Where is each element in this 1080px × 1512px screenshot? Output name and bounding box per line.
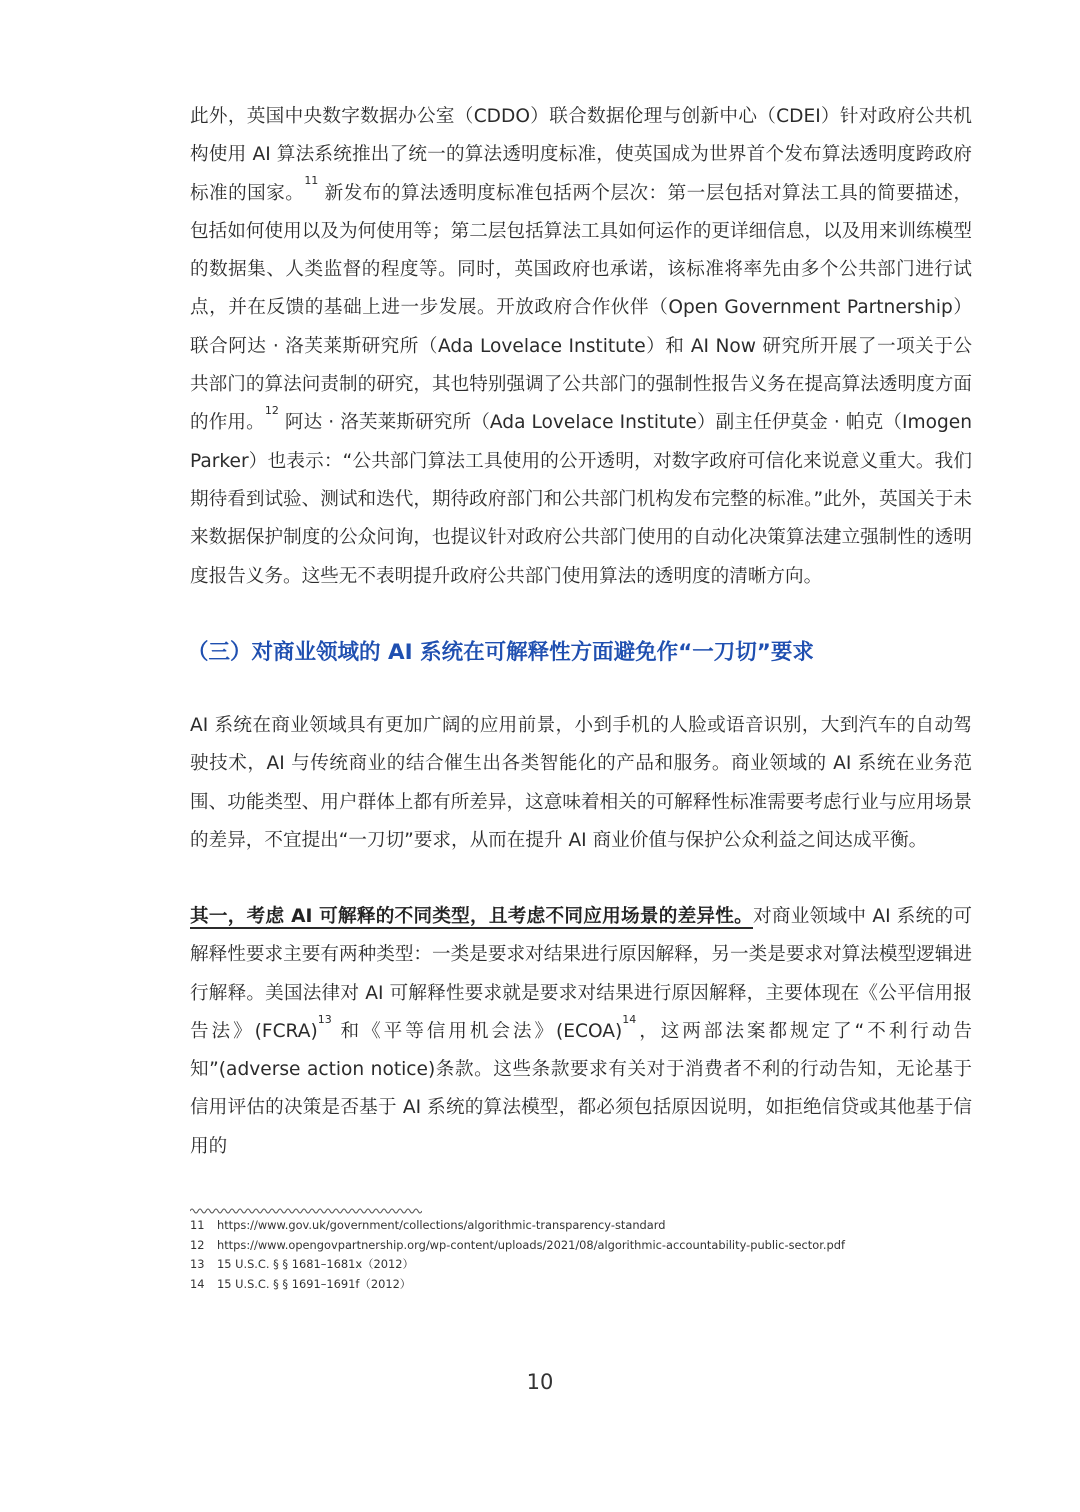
footnotes (190, 1216, 980, 1294)
footnote-ref-11[interactable]: 11 (304, 174, 319, 188)
footnote-number: 13 (190, 1257, 205, 1272)
footnote-number: 14 (190, 1276, 205, 1291)
footnote-number: 11 (190, 1218, 205, 1232)
paragraph-text: 阿达 · 洛芙莱斯研究所（Ada Lovelace Institute）副主任伊莫金 · 帕克（Imogen Parker）也表示：“公共部门算法工具使用的公开透明，对数字政府可信化来说意义重大。我们期待看到试验、测试和迭代，期待政府部门和公共部门机构发布完整的标准。”此外，英国关于未来数据保护制度的公众问询，也提议针对政府公共部门使用的自动化决策算法建立强制性的透明度报告义务。这些无不表明提升政府公共部门使用算法的透明度的清晰方向。 (190, 412, 972, 587)
paragraph-text: 和《平等信用机会法》(ECOA) (331, 1020, 623, 1042)
footnote-text: 15 U.S.C. § § 1691–1691f（2012） (217, 1276, 412, 1291)
section-heading: （三）对商业领域的 AI 系统在可解释性方面避免作“一刀切”要求 (187, 640, 814, 665)
footnote-11 (190, 1216, 980, 1236)
paragraph-text: 对商业领域中 AI 系统的可解释性要求主要有两种类型：一类是要求对结果进行原因解释，另一类是要求对算法模型逻辑进行解释。美国法律对 AI 可解释性要求就是要求对结果进行原因解释，主要体现在《公平信用报告法》(FCRA) (190, 906, 972, 1042)
paragraph-uk-transparency (190, 98, 972, 596)
footnote-13 (190, 1255, 980, 1275)
page-number: 10 (526, 1370, 554, 1394)
footnote-ref-14[interactable]: 14 (622, 1012, 637, 1026)
paragraph-text: 新发布的算法透明度标准包括两个层次：第一层包括对算法工具的简要描述，包括如何使用以及为何使用等；第二层包括算法工具如何运作的更详细信息，以及用来训练模型的数据集、人类监督的程度等。同时，英国政府也承诺，该标准将率先由多个公共部门进行试点，并在反馈的基础上进一步发展。开放政府合作伙伴（Open Government Partnership）联合阿达 · 洛芙莱斯研究所（Ada Lovelace Institute）和 AI Now 研究所开展了一项关于公共部门的算法问责制的研究，其也特别强调了公共部门的强制性报告义务在提高算法透明度方面的作用。 (190, 182, 972, 434)
footnote-ref-12[interactable]: 12 (264, 404, 279, 418)
footnote-link[interactable]: https://www.gov.uk/government/collections/algorithmic-transparency-standard (217, 1218, 666, 1232)
footnote-number: 12 (190, 1237, 205, 1252)
paragraph-commercial-ai (190, 707, 972, 860)
paragraph-text: AI 系统在商业领域具有更加广阔的应用前景，小到手机的人脸或语音识别，大到汽车的自动驾驶技术，AI 与传统商业的结合催生出各类智能化的产品和服务。商业领域的 AI 系统在业务范围、功能类型、用户群体上都有所差异，这意味着相关的可解释性标准需要考虑行业与应用场景的差异，不宜提出“一刀切”要求，从而在提升 AI 商业价值与保护公众利益之间达成平衡。 (190, 715, 972, 851)
footnote-text: 15 U.S.C. § § 1681–1681x（2012） (217, 1257, 414, 1272)
paragraph-text: 此外，英国中央数字数据办公室（CDDO）联合数据伦理与创新中心（CDEI）针对政府公共机构使用 AI 算法系统推出了统一的算法透明度标准，使英国成为世界首个发布算法透明度跨政府标准的国家。 (190, 106, 972, 204)
footnote-14 (190, 1275, 980, 1295)
footnote-link[interactable]: https://www.opengovpartnership.org/wp-content/uploads/2021/08/algorithmic-accountability-public-sector.pdf (217, 1237, 845, 1252)
footnote-divider (190, 1206, 422, 1216)
paragraph-lead-bold: 其一，考虑 AI 可解释的不同类型，且考虑不同应用场景的差异性。 (190, 906, 754, 927)
paragraph-text: ，这两部法案都规定了“不利行动告知”(adverse action notice)条款。这些条款要求有关对于消费者不利的行动告知，无论基于信用评估的决策是否基于 AI 系统的算法模型，都必须包括原因说明，如拒绝信贷或其他基于信用的 (190, 1020, 972, 1157)
paragraph-explainability-types (190, 898, 972, 1166)
footnote-ref-13[interactable]: 13 (317, 1012, 332, 1026)
footnote-12 (190, 1236, 980, 1256)
